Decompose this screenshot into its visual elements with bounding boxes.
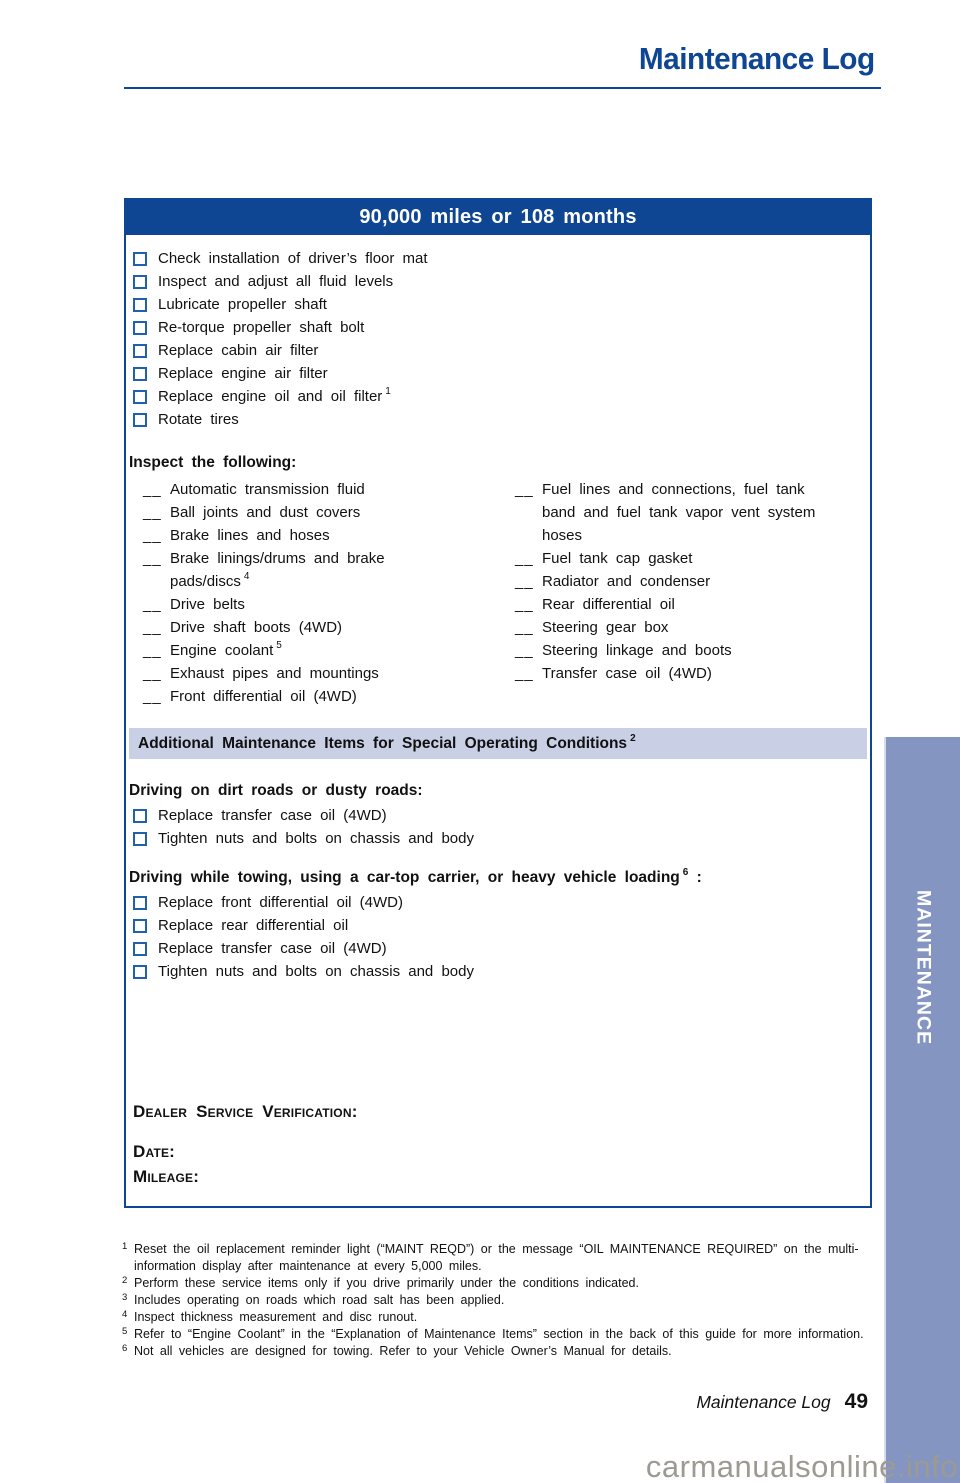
fill-in-blank: __ <box>515 550 534 567</box>
checklist-item-label: Inspect and adjust all fluid levels <box>158 273 394 290</box>
footnote-number: 3 <box>122 1292 128 1303</box>
checkbox-icon[interactable] <box>133 298 147 312</box>
inspect-item-label: Drive shaft boots (4WD) <box>170 619 343 636</box>
inspect-heading: Inspect the following: <box>129 454 297 471</box>
fill-in-blank: __ <box>143 550 162 567</box>
footnote-text: Includes operating on roads which road salt has been applied. <box>134 1293 505 1307</box>
checkbox-icon[interactable] <box>133 367 147 381</box>
footnote <box>120 1241 864 1275</box>
checkbox-icon[interactable] <box>133 390 147 404</box>
inspect-item-label: Exhaust pipes and mountings <box>170 665 379 682</box>
inspect-item <box>143 593 459 616</box>
inspect-item <box>143 524 459 547</box>
footnote-text: Not all vehicles are designed for towing. Refer to your Vehicle Owner’s Manual for details. <box>134 1344 672 1358</box>
inspect-item <box>515 662 842 685</box>
watermark: carmanualsonline.info <box>645 1449 958 1483</box>
inspect-item-label: Radiator and condenser <box>542 573 711 590</box>
checklist-item-label: Replace engine oil and oil filter $^1$ <box>158 386 391 405</box>
checkbox-icon[interactable] <box>133 965 147 979</box>
condition-checklist <box>126 804 870 850</box>
fill-in-blank: __ <box>143 481 162 498</box>
inspect-item <box>515 639 842 662</box>
fill-in-blank: __ <box>515 573 534 590</box>
checklist-item-label: Tighten nuts and bolts on chassis and body <box>158 963 474 980</box>
inspect-item-label: Rear differential oil <box>542 596 675 613</box>
inspect-item <box>143 478 459 501</box>
condition-section-towing <box>126 868 870 983</box>
checklist-item-label: Replace transfer case oil (4WD) <box>158 807 387 824</box>
inspect-item <box>515 570 842 593</box>
condition-section-dirt-roads <box>126 781 870 850</box>
checklist-item-label: Lubricate propeller shaft <box>158 296 327 313</box>
inspect-item <box>143 639 459 662</box>
checkbox-icon[interactable] <box>133 321 147 335</box>
fill-in-blank: __ <box>143 642 162 659</box>
page-title: Maintenance Log <box>639 41 875 76</box>
inspect-item-label: Drive belts <box>170 596 245 613</box>
checkbox-icon[interactable] <box>133 275 147 289</box>
checklist-item <box>131 408 870 431</box>
footnote-number: 2 <box>122 1275 128 1286</box>
checklist-item <box>131 891 870 914</box>
checklist-item-label: Re-torque propeller shaft bolt <box>158 319 365 336</box>
footnote-number: 6 <box>122 1343 128 1354</box>
inspect-item-label: Steering linkage and boots <box>542 642 732 659</box>
checkbox-icon[interactable] <box>133 252 147 266</box>
footnote-number: 1 <box>122 1241 128 1252</box>
checklist-item <box>131 339 870 362</box>
checkbox-icon[interactable] <box>133 809 147 823</box>
fill-in-blank: __ <box>143 665 162 682</box>
footnote-text: Refer to “Engine Coolant” in the “Explanation of Maintenance Items” section in the back of this guide for more information. <box>134 1327 864 1341</box>
inspect-item-label: Engine coolant $^5$ <box>170 640 282 659</box>
footnote-ref: 4 <box>243 571 250 582</box>
checklist-item-label: Rotate tires <box>158 411 239 428</box>
footnote <box>120 1309 864 1326</box>
fill-in-blank: __ <box>515 481 534 498</box>
footnote-text: Reset the oil replacement reminder light (“MAINT REQD”) or the message “OIL MAINTENANCE REQUIRED” on the multi-information display after maintenance at every 5,000 miles. <box>134 1242 859 1273</box>
fill-in-blank: __ <box>143 596 162 613</box>
checklist-item <box>131 914 870 937</box>
fill-in-blank: __ <box>515 619 534 636</box>
checkbox-icon[interactable] <box>133 896 147 910</box>
checklist-item <box>131 270 870 293</box>
title-rule <box>124 87 881 89</box>
condition-checklist <box>126 891 870 983</box>
footnote-ref: 5 <box>276 640 282 651</box>
page-footer <box>696 1390 868 1414</box>
special-conditions-bar: Additional Maintenance Items for Special Operating Conditions $^2$ <box>129 728 867 759</box>
footnote <box>120 1275 864 1292</box>
fill-in-blank: __ <box>143 527 162 544</box>
inspect-item-label: Fuel tank cap gasket <box>542 550 693 567</box>
inspect-item-label: Automatic transmission fluid <box>170 481 365 498</box>
footnote-ref: 6 <box>682 866 689 878</box>
footnote-ref: 1 <box>385 386 391 397</box>
date-label: Date: <box>133 1142 176 1161</box>
checklist-item <box>131 804 870 827</box>
checklist-item-label: Replace engine air filter <box>158 365 328 382</box>
checklist-item-label: Replace front differential oil (4WD) <box>158 894 403 911</box>
footnote-ref: 2 <box>630 732 636 744</box>
footnote-number: 5 <box>122 1326 128 1337</box>
footnote-number: 4 <box>122 1309 128 1320</box>
inspect-item <box>143 547 459 593</box>
verification-block <box>126 1103 870 1186</box>
page-number: 49 <box>844 1390 868 1413</box>
checklist-item-label: Check installation of driver’s floor mat <box>158 250 428 267</box>
condition-heading: Driving while towing, using a car-top carrier, or heavy vehicle loading $^6$ : <box>129 866 702 886</box>
inspect-item-label: Steering gear box <box>542 619 669 636</box>
checkbox-icon[interactable] <box>133 832 147 846</box>
checklist-item <box>131 247 870 270</box>
fill-in-blank: __ <box>515 596 534 613</box>
inspect-item <box>515 593 842 616</box>
interval-header: 90,000 miles or 108 months <box>126 200 870 235</box>
checkbox-icon[interactable] <box>133 413 147 427</box>
dealer-verification-label: Dealer Service Verification: <box>133 1102 358 1121</box>
inspect-column-right <box>515 478 842 708</box>
checklist-item-label: Replace cabin air filter <box>158 342 319 359</box>
fill-in-blank: __ <box>143 619 162 636</box>
footnote <box>120 1343 864 1360</box>
inspect-columns <box>126 478 870 708</box>
chapter-tab-label: MAINTENANCE <box>912 890 935 1046</box>
fill-in-blank: __ <box>143 688 162 705</box>
inspect-item <box>515 478 842 547</box>
fill-in-blank: __ <box>515 642 534 659</box>
checklist-item <box>131 827 870 850</box>
chapter-tab-maintenance[interactable] <box>884 737 960 1483</box>
inspect-item <box>515 616 842 639</box>
checkbox-icon[interactable] <box>133 942 147 956</box>
fill-in-blank: __ <box>143 504 162 521</box>
footnote-text: Perform these service items only if you drive primarily under the conditions indicated. <box>134 1276 639 1290</box>
condition-heading: Driving on dirt roads or dusty roads: <box>129 782 423 799</box>
inspect-item <box>515 547 842 570</box>
checkbox-icon[interactable] <box>133 344 147 358</box>
inspect-item-label: Ball joints and dust covers <box>170 504 361 521</box>
footnotes <box>120 1241 864 1360</box>
checklist-item <box>131 362 870 385</box>
footnote <box>120 1326 864 1343</box>
checklist-item <box>131 316 870 339</box>
checklist-item-label: Replace rear differential oil <box>158 917 349 934</box>
service-checklist <box>126 247 870 431</box>
inspect-item-label: Front differential oil (4WD) <box>170 688 357 705</box>
checklist-item <box>131 385 870 408</box>
inspect-item-label: Transfer case oil (4WD) <box>542 665 712 682</box>
checklist-item-label: Tighten nuts and bolts on chassis and body <box>158 830 474 847</box>
footnote-text: Inspect thickness measurement and disc runout. <box>134 1310 418 1324</box>
footer-section-label: Maintenance Log <box>696 1392 831 1412</box>
inspect-item <box>143 685 459 708</box>
inspect-item-label: Brake linings/drums and brake pads/discs $^4$ <box>170 550 385 590</box>
mileage-label: Mileage: <box>133 1167 200 1186</box>
inspect-item-label: Fuel lines and connections, fuel tank band and fuel tank vapor vent system hoses <box>542 481 816 544</box>
fill-in-blank: __ <box>515 665 534 682</box>
footnote <box>120 1292 864 1309</box>
inspect-item <box>143 662 459 685</box>
inspect-item-label: Brake lines and hoses <box>170 527 330 544</box>
inspect-item <box>143 616 459 639</box>
checklist-item <box>131 960 870 983</box>
checkbox-icon[interactable] <box>133 919 147 933</box>
checklist-item-label: Replace transfer case oil (4WD) <box>158 940 387 957</box>
inspect-column-left <box>143 478 459 708</box>
checklist-item <box>131 937 870 960</box>
maintenance-log-box <box>124 198 872 1208</box>
checklist-item <box>131 293 870 316</box>
inspect-item <box>143 501 459 524</box>
